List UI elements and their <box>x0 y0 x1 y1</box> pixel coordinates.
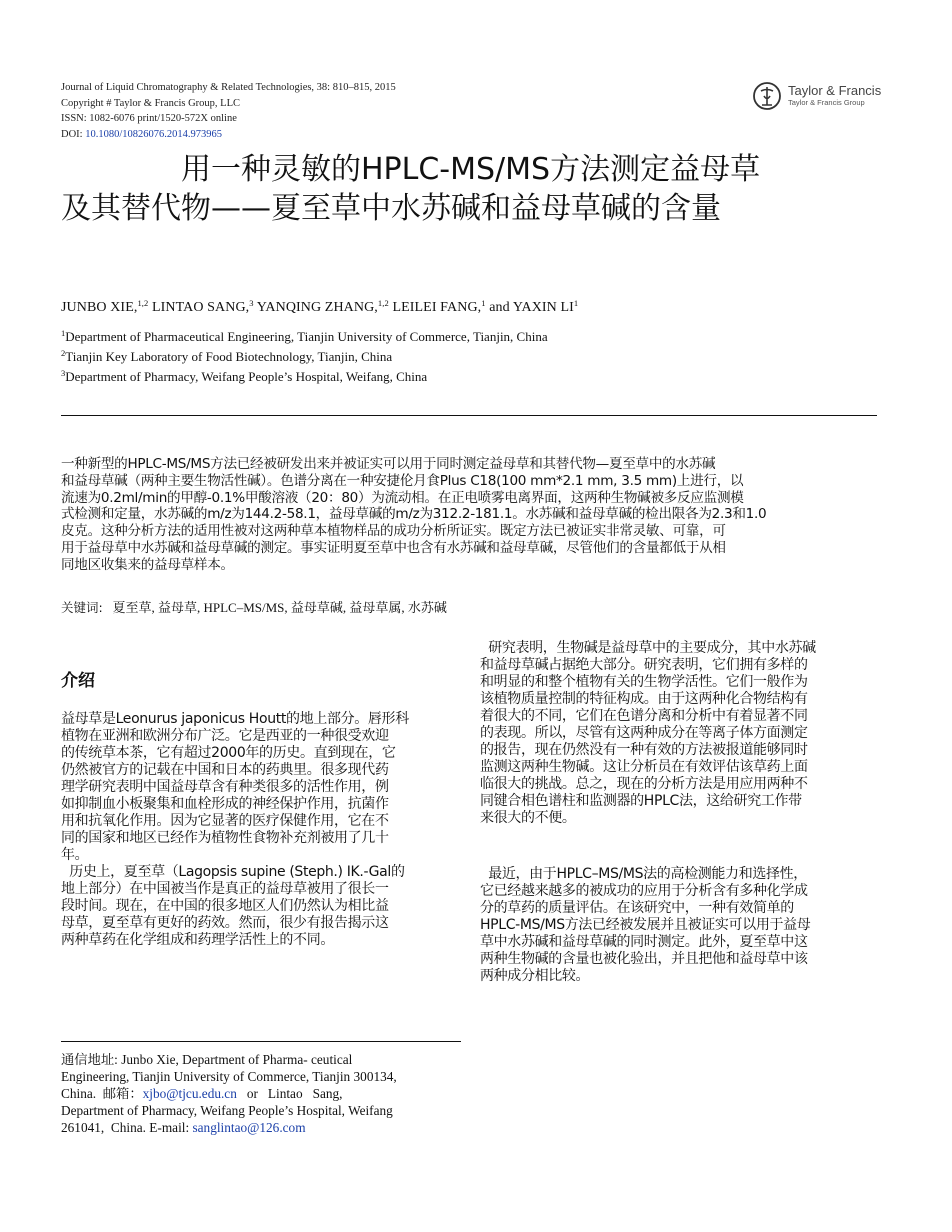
paragraph-line: 该植物质量控制的特征构成。由于这两种化合物结构有 <box>480 691 808 707</box>
publisher-emblem-icon <box>752 81 782 111</box>
copyright-line: Copyright # Taylor & Francis Group, LLC <box>61 97 241 109</box>
publisher-logo <box>752 81 882 111</box>
abstract-line: 式检测和定量，水苏碱的m/z为144.2-58.1，益母草碱的m/z为312.2-181.1。水苏碱和益母草碱的检出限各为2.3和1.0 <box>61 506 767 523</box>
paragraph-line: 仍然被官方的记载在中国和日本的药典里。很多现代药 <box>61 762 389 778</box>
journal-header <box>61 80 396 142</box>
abstract-line: 和益母草碱（两种主要生物活性碱）。色谱分离在一种安捷伦月食Plus C18(100 mm*2.1 mm, 3.5 mm)上进行，以 <box>61 472 744 489</box>
footnote-line <box>61 1085 397 1102</box>
footnote-divider <box>61 1041 461 1042</box>
abstract-line: 用于益母草中水苏碱和益母草碱的测定。事实证明夏至草中也含有水苏碱和益母草碱，尽管他们的含量都低于从相 <box>61 539 726 556</box>
affiliation-item <box>61 365 548 385</box>
footnote-text: 261041, China. E-mail: <box>61 1120 193 1135</box>
paragraph-line: 同的国家和地区已经作为植物性食物补充剂被用了几十 <box>61 830 389 846</box>
paragraph-line: 年。 <box>61 847 89 863</box>
footnote-line <box>61 1119 397 1136</box>
paragraph-line: 最近，由于HPLC–MS/MS法的高检测能力和选择性， <box>480 866 807 882</box>
paragraph-line: 的表现。所以，尽管有这两种成分在等离子体方面测定 <box>480 725 808 741</box>
affiliation-text: Department of Pharmaceutical Engineering, Tianjin University of Commerce, Tianjin, China <box>65 329 548 344</box>
paragraph-line: 益母草是Leonurus japonicus Houtt的地上部分。唇形科 <box>61 711 409 727</box>
paragraph-line: 来很大的不便。 <box>480 810 576 826</box>
paragraph-line: 的传统草本茶，它有超过2000年的历史。直到现在，它 <box>61 745 396 761</box>
intro-paragraph-2 <box>61 864 461 949</box>
affiliation-sup: 2 <box>61 348 66 358</box>
abstract-line: 皮克。这种分析方法的适用性被对这两种草本植物样品的成功分析所证实。既定方法已被证实非常灵敏、可靠，可 <box>61 523 726 540</box>
paragraph-line: 研究表明，生物碱是益母草中的主要成分，其中水苏碱 <box>480 640 816 656</box>
paragraph-line: 母草，夏至草有更好的药效。然而，很少有报告揭示这 <box>61 915 389 931</box>
email-link-1[interactable]: xjbo@tjcu.edu.cn <box>142 1086 237 1101</box>
author-affil-sup: 3 <box>249 298 254 308</box>
paragraph-line: 段时间。现在，在中国的很多地区人们仍然认为相比益 <box>61 898 389 914</box>
affiliation-item <box>61 325 548 345</box>
abstract-line: 一种新型的HPLC-MS/MS方法已经被研发出来并被证实可以用于同时测定益母草和其替代物—夏至草中的水苏碱 <box>61 456 716 472</box>
email-link-2[interactable]: sanglintao@126.com <box>192 1120 306 1135</box>
paragraph-line: 草中水苏碱和益母草碱的同时测定。此外，夏至草中这 <box>480 934 808 950</box>
footnote-line: Department of Pharmacy, Weifang People’s Hospital, Weifang <box>61 1103 393 1118</box>
paragraph-line: HPLC-MS/MS方法已经被发展并且被证实可以用于益母 <box>480 917 811 933</box>
abstract <box>61 456 879 574</box>
publisher-name: Taylor & Francis <box>788 83 882 98</box>
footnote-text: China. 邮箱： <box>61 1086 143 1101</box>
affiliation-list <box>61 325 548 385</box>
author-name: JUNBO XIE, <box>61 300 138 315</box>
paragraph-line: 它已经越来越多的被成功的应用于分析含有多种化学成 <box>480 883 808 899</box>
correspondence-footnote <box>61 1051 397 1136</box>
paragraph-line: 和明显的和整个植物有关的生物学活性。它们一般作为 <box>480 674 808 690</box>
keywords-label: 关键词: <box>61 600 103 615</box>
doi-link[interactable]: 10.1080/10826076.2014.973965 <box>85 128 223 140</box>
paragraph-line: 着很大的不同，它们在色谱分离和分析中有着显著不同 <box>480 708 808 724</box>
keywords-items: 夏至草, 益母草, HPLC–MS/MS, 益母草碱, 益母草属, 水苏碱 <box>112 600 447 615</box>
intro-paragraph-4 <box>480 866 880 985</box>
header-divider <box>61 415 877 416</box>
issn-line: ISSN: 1082-6076 print/1520-572X online <box>61 113 237 124</box>
keywords <box>61 597 447 616</box>
affiliation-text: Tianjin Key Laboratory of Food Biotechnology, Tianjin, China <box>65 349 393 364</box>
affiliation-text: Department of Pharmacy, Weifang People’s Hospital, Weifang, China <box>65 369 428 384</box>
footnote-line: 通信地址: Junbo Xie, Department of Pharma- ceutical <box>61 1052 353 1067</box>
footnote-line: Engineering, Tianjin University of Commerce, Tianjin 300134, <box>61 1069 397 1084</box>
author-list <box>61 298 578 316</box>
author-name: LEILEI FANG, <box>388 300 482 315</box>
title-line-2: 及其替代物——夏至草中水苏碱和益母草碱的含量 <box>61 191 721 226</box>
affiliation-item <box>61 345 548 365</box>
paragraph-line: 植物在亚洲和欧洲分布广泛。它是西亚的一种很受欢迎 <box>61 728 389 744</box>
paragraph-line: 地上部分）在中国被当作是真正的益母草被用了很长一 <box>61 881 389 897</box>
section-heading-intro: 介绍 <box>61 671 95 691</box>
author-name: and YAXIN LI <box>485 300 574 315</box>
paragraph-line: 临很大的挑战。总之，现在的分析方法是用应用两种不 <box>480 776 808 792</box>
intro-paragraph-3 <box>480 640 880 827</box>
abstract-line: 同地区收集来的益母草样本。 <box>61 556 234 573</box>
paragraph-line: 同键合相色谱柱和监测器的HPLC法，这给研究工作带 <box>480 793 802 809</box>
paragraph-line: 两种草药在化学组成和药理学活性上的不同。 <box>61 932 334 948</box>
paragraph-line: 的报告，现在仍然没有一种有效的方法被报道能够同时 <box>480 742 808 758</box>
paragraph-line: 和益母草碱占据绝大部分。研究表明，它们拥有多样的 <box>480 657 808 673</box>
doi-label: DOI: <box>61 128 86 140</box>
paragraph-line: 用和抗氧化作用。因为它显著的医疗保健作用，它在不 <box>61 813 389 829</box>
affiliation-sup: 1 <box>61 328 66 338</box>
paragraph-line: 分的草药的质量评估。在该研究中，一种有效简单的 <box>480 900 794 916</box>
paragraph-line: 历史上，夏至草（Lagopsis supine (Steph.) IK.-Gal的 <box>61 864 405 880</box>
author-affil-sup: 1,2 <box>377 298 389 308</box>
publisher-subname: Taylor & Francis Group <box>788 98 865 107</box>
doi-line <box>61 127 396 143</box>
abstract-line: 流速为0.2ml/min的甲醇-0.1%甲酸溶液（20：80）为流动相。在正电喷雾电离界面，这两种生物碱被多反应监测模 <box>61 489 744 506</box>
paragraph-line: 理学研究表明中国益母草含有种类很多的活性作用，例 <box>61 779 389 795</box>
affiliation-sup: 3 <box>61 368 66 378</box>
journal-citation: Journal of Liquid Chromatography & Related Technologies, 38: 810–815, 2015 <box>61 82 396 93</box>
author-name: YANQING ZHANG, <box>253 300 378 315</box>
author-name: LINTAO SANG, <box>148 300 250 315</box>
intro-paragraph-1 <box>61 711 461 864</box>
title-line-1: 用一种灵敏的HPLC-MS/MS方法测定益母草 <box>181 152 761 187</box>
paragraph-line: 两种成分相比较。 <box>480 968 590 984</box>
author-affil-sup: 1 <box>573 298 579 308</box>
paragraph-line: 监测这两种生物碱。这让分析员在有效评估该草药上面 <box>480 759 808 775</box>
author-affil-sup: 1 <box>481 298 486 308</box>
article-title <box>61 150 891 228</box>
footnote-text: or Lintao Sang, <box>236 1086 343 1101</box>
paragraph-line: 两种生物碱的含量也被化验出，并且把他和益母草中该 <box>480 951 808 967</box>
paragraph-line: 如抑制血小板聚集和血栓形成的神经保护作用，抗菌作 <box>61 796 389 812</box>
author-affil-sup: 1,2 <box>137 298 149 308</box>
